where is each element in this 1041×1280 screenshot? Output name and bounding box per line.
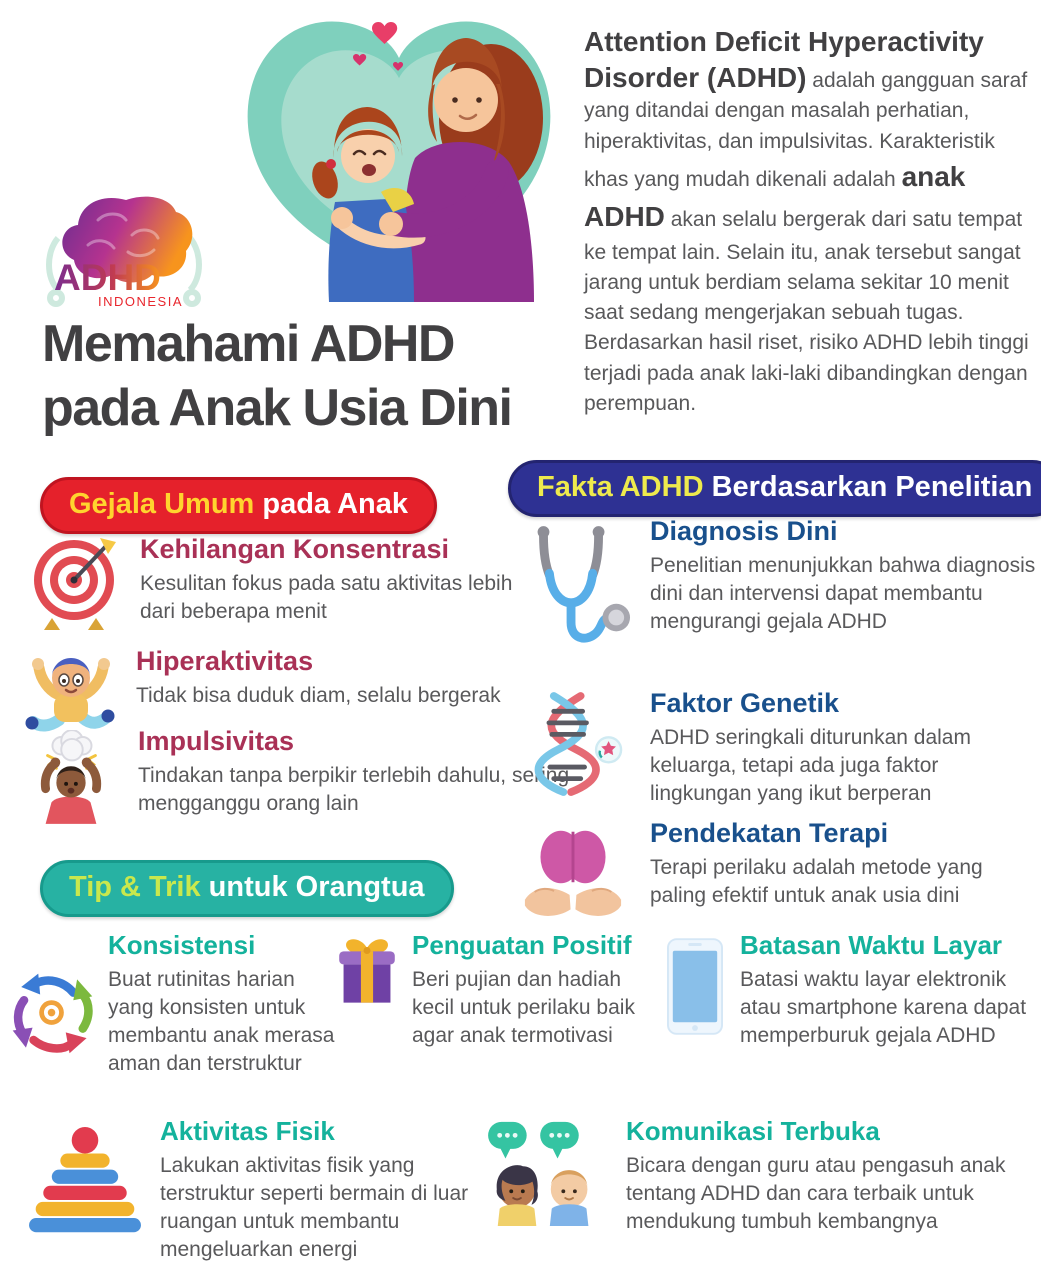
- fact-title: Diagnosis Dini: [650, 516, 838, 546]
- stethoscope-icon: [510, 522, 636, 660]
- tip-title: Aktivitas Fisik: [160, 1116, 335, 1146]
- title-line2: pada Anak Usia Dini: [42, 379, 512, 438]
- fact-title: Faktor Genetik: [650, 688, 840, 718]
- symptom-title: Impulsivitas: [138, 726, 295, 756]
- symptom-title: Hiperaktivitas: [136, 646, 314, 676]
- fact-desc: Terapi perilaku adalah metode yang paling efektif untuk anak usia dini: [650, 856, 983, 908]
- tip-desc: Beri pujian dan hadiah kecil untuk perilaku baik agar anak termotivasi: [412, 968, 635, 1048]
- logo-indonesia-text: INDONESIA: [98, 294, 184, 309]
- header-rest: Berdasarkan Penelitian: [703, 471, 1033, 503]
- logo-adhd-text: ADHD: [54, 257, 161, 298]
- symptom-desc: Tidak bisa duduk diam, selalu bergerak: [136, 684, 501, 707]
- tip-desc: Bicara dengan guru atau pengasuh anak tentang ADHD dan cara terbaik untuk mendukung tumbuh kembangnya: [626, 1154, 1006, 1234]
- header-rest: untuk Orangtua: [200, 871, 425, 903]
- page-title: [42, 312, 512, 441]
- mother-child-illustration: [233, 6, 565, 302]
- intro-bold-anak-adhd: anak ADHD: [584, 160, 966, 233]
- fact-item-pendekatan-terapi: [510, 818, 1038, 924]
- header-rest: pada Anak: [254, 488, 408, 520]
- smartphone-icon: [666, 938, 724, 1035]
- tip-desc: Lakukan aktivitas fisik yang terstruktur seperti bermain di luar ruangan untuk membantu mengeluarkan energi: [160, 1154, 469, 1262]
- tip-title: Komunikasi Terbuka: [626, 1116, 880, 1146]
- intro-text-1: adalah gangguan saraf yang ditandai dengan masalah perhatian, hiperaktivitas, dan impulsivitas. Karakteristik khas yang mudah dikenali adalah: [584, 69, 1028, 191]
- header-highlight: Fakta ADHD: [537, 471, 704, 503]
- children-talking-icon: [478, 1118, 612, 1226]
- tip-item-komunikasi-terbuka: [478, 1116, 1040, 1236]
- tip-title: Batasan Waktu Layar: [740, 930, 1003, 960]
- cycle-arrows-icon: [6, 968, 98, 1058]
- symptom-item-impulsivitas: [30, 726, 570, 824]
- dna-icon: [510, 690, 636, 798]
- brain-logo-icon: [36, 190, 212, 314]
- section-header-fakta-adhd: [508, 460, 1041, 517]
- brain-in-hands-icon: [510, 822, 636, 924]
- title-line1: Memahami ADHD: [42, 315, 454, 373]
- symptom-desc: Tindakan tanpa berpikir terlebih dahulu, sering mengganggu orang lain: [138, 764, 570, 816]
- fact-item-diagnosis-dini: [510, 516, 1038, 660]
- tip-item-penguatan-positif: [334, 930, 666, 1050]
- fact-item-faktor-genetik: [510, 688, 1038, 808]
- intro-paragraph: [584, 24, 1036, 419]
- fact-desc: ADHD seringkali diturunkan dalam keluarga, tetapi ada juga faktor lingkungan yang ikut berperan: [650, 726, 971, 806]
- adhd-indonesia-logo: [36, 190, 212, 314]
- header-highlight: Gejala Umum: [69, 488, 255, 520]
- symptom-title: Kehilangan Konsentrasi: [140, 534, 450, 564]
- impulsive-child-icon: [30, 730, 112, 824]
- intro-text-2: akan selalu bergerak dari satu tempat ke tempat lain. Selain itu, anak tersebut sangat jarang untuk berdiam selama sekitar 10 menit saat sedang mengerjakan sebuah tugas. Berdasarkan hasil riset, risiko ADHD lebih tinggi terjadi pada anak laki-laki dibandingkan dengan perempuan.: [584, 208, 1029, 415]
- symptom-desc: Kesulitan fokus pada satu aktivitas lebih dari beberapa menit: [140, 572, 513, 624]
- section-header-gejala-umum: [40, 477, 437, 534]
- header-highlight: Tip & Trik: [69, 871, 201, 903]
- tip-title: Penguatan Positif: [412, 930, 632, 960]
- tip-title: Konsistensi: [108, 930, 256, 960]
- stacking-rings-toy-icon: [26, 1126, 144, 1236]
- intro-lead: Attention Deficit Hyperactivity Disorder (ADHD): [584, 26, 984, 94]
- tip-desc: Buat rutinitas harian yang konsisten untuk membantu anak merasa aman dan terstruktur: [108, 968, 335, 1076]
- tip-item-konsistensi: [6, 930, 338, 1079]
- fact-title: Pendekatan Terapi: [650, 818, 889, 848]
- fact-desc: Penelitian menunjukkan bahwa diagnosis dini dan intervensi dapat membantu mengurangi gejala ADHD: [650, 554, 1036, 634]
- gift-icon: [334, 934, 400, 1007]
- target-icon: [30, 534, 118, 632]
- section-header-tip-trik: [40, 860, 454, 917]
- tip-desc: Batasi waktu layar elektronik atau smartphone karena dapat memperburuk gejala ADHD: [740, 968, 1027, 1048]
- tip-item-batasan-waktu-layar: [666, 930, 1040, 1050]
- symptom-item-konsentrasi: [30, 534, 550, 632]
- tip-item-aktivitas-fisik: [26, 1116, 488, 1265]
